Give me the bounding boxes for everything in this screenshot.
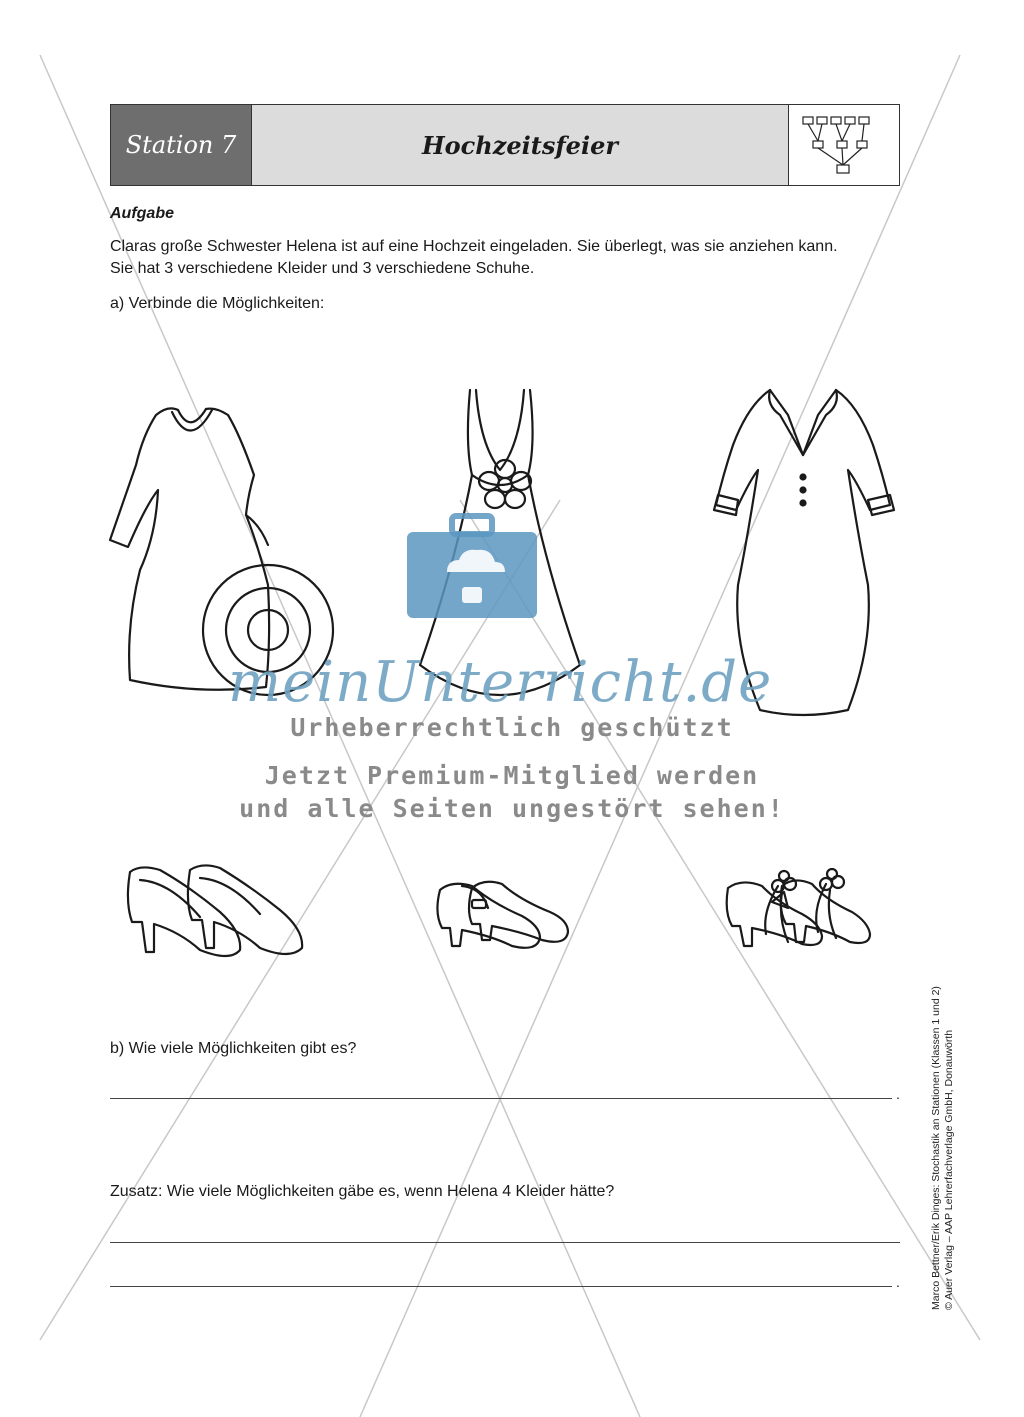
answer-line-b-period: . <box>896 1086 900 1102</box>
answer-line-extra-period: . <box>896 1274 900 1290</box>
answer-line-extra-2[interactable] <box>110 1286 892 1287</box>
task-intro-line-2: Sie hat 3 verschiedene Kleider und 3 verschiedene Schuhe. <box>110 260 535 277</box>
bow-heels-icon <box>722 872 872 952</box>
answer-line-b[interactable] <box>110 1098 892 1099</box>
page-title: Hochzeitsfeier <box>252 105 789 185</box>
part-a-instruction: a) Verbinde die Möglichkeiten: <box>110 295 325 312</box>
station-header <box>110 104 900 186</box>
station-label: Station 7 <box>111 105 252 185</box>
watermark-line-3: und alle Seiten ungestört sehen! <box>239 794 785 823</box>
watermark-line-2: Jetzt Premium-Mitglied werden <box>264 761 760 790</box>
copyright-sidebar <box>930 986 956 1310</box>
answer-line-extra-1[interactable] <box>110 1242 900 1243</box>
watermark-line-1: Urheberrechtlich geschützt <box>290 713 734 742</box>
copyright-line-1: Marco Bettner/Erik Dinges: Stochastik an Stationen (Klassen 1 und 2) <box>930 986 942 1310</box>
tree-diagram-icon <box>789 105 899 185</box>
part-b-question: b) Wie viele Möglichkeiten gibt es? <box>110 1040 357 1057</box>
task-heading: Aufgabe <box>110 205 174 222</box>
extra-question: Zusatz: Wie viele Möglichkeiten gäbe es, wenn Helena 4 Kleider hätte? <box>110 1183 615 1200</box>
strap-shoes-icon <box>432 878 572 958</box>
watermark-brand: meinUnterricht.de <box>228 650 773 715</box>
pumps-icon <box>120 862 310 962</box>
briefcase-watermark-icon <box>407 512 537 622</box>
copyright-line-2: © Auer Verlag – AAP Lehrerfachverlage GmbH, Donauwörth <box>943 1029 955 1310</box>
task-intro-line-1: Claras große Schwester Helena ist auf eine Hochzeit eingeladen. Sie überlegt, was sie anziehen kann. <box>110 238 838 255</box>
